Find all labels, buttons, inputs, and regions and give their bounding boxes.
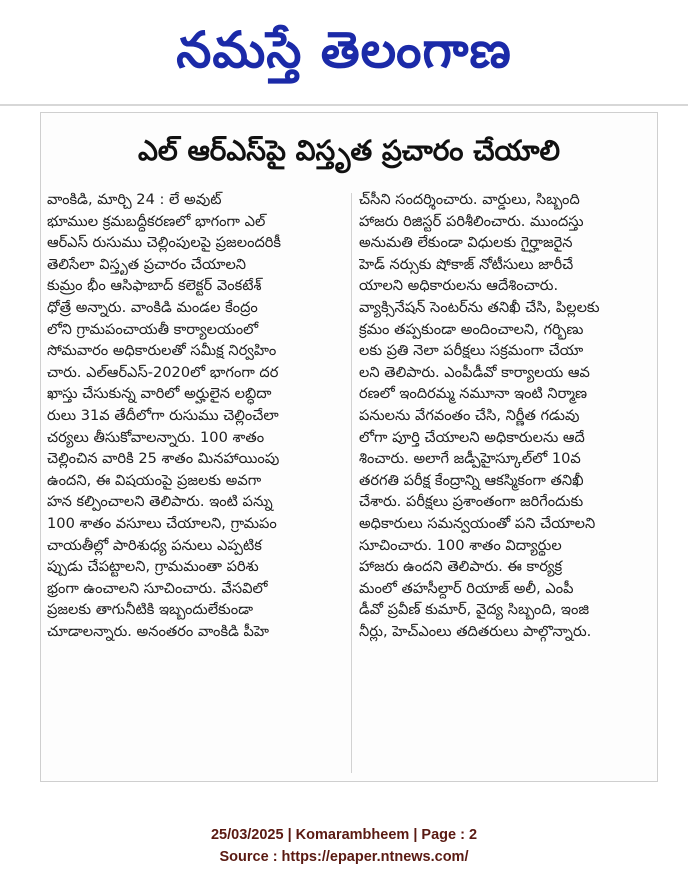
article-text-line: అనుమతి లేకుండా విధులకు గైర్హాజరైన xyxy=(359,234,573,252)
article-text-line: సోమవారం అధికారులతో సమీక్ష నిర్వహిం xyxy=(47,342,277,360)
article-text-line: మంలో తహసీల్దార్ రియాజ్ అలీ, ఎంపీ xyxy=(359,579,574,597)
article-text-line: ప్పుడు చేపట్టాలని, గ్రామమంతా పరిశు xyxy=(47,558,259,576)
article-text-line: హాజరు రిజిస్టర్ పరిశీలించారు. ముందస్తు xyxy=(359,212,584,230)
article-column-left xyxy=(47,189,343,775)
masthead-logo-text: నమస్తే తెలంగాణ xyxy=(176,21,512,79)
article-text-line: చ్‌సీని సందర్శించారు. వార్డులు, సిబ్బంది xyxy=(359,191,580,208)
article-text-line: ఖాస్తు చేసుకున్న వారిలో అర్హులైన లబ్ధిదా xyxy=(47,385,272,403)
footer-edition-info: 25/03/2025 | Komarambheem | Page : 2 xyxy=(210,827,478,843)
article-text-line: 100 శాతం వసూలు చేయాలని, గ్రామపం xyxy=(47,514,277,532)
article-text-line: హెడ్ నర్సుకు షోకాజ్ నోటీసులు జారీచే xyxy=(359,255,574,273)
article-clipping xyxy=(40,112,658,782)
article-text-line: అధికారులు సమన్వయంతో పని చేయాలని xyxy=(359,514,596,532)
article-text-line: చారు. ఎల్ఆర్ఎస్-2020లో భాగంగా దర xyxy=(47,363,279,381)
article-text-line: పనులను వేగవంతం చేసి, నిర్ణీత గడువు xyxy=(359,406,580,424)
article-text-line: వాంకిడి, మార్చి 24 : లే అవుట్ xyxy=(47,191,222,208)
article-headline xyxy=(41,121,657,181)
article-text-line: ప్రజలకు తాగునీటికి ఇబ్బందులేకుండా xyxy=(47,601,254,619)
article-text-line: హాజరు ఉందని తెలిపారు. ఈ కార్యక్ర xyxy=(359,558,563,576)
article-column-right xyxy=(359,189,655,775)
article-text-line: వ్యాక్సినేషన్ సెంటర్‌ను తనిఖీ చేసి, పిల్లలకు xyxy=(359,298,600,316)
article-text-line: సూచించారు. 100 శాతం విద్యార్థుల xyxy=(359,536,562,554)
article-text-line: లకు ప్రతి నెలా పరీక్షలు సక్రమంగా చేయా xyxy=(359,342,584,360)
article-text-line: హన కల్పించాలని తెలిపారు. ఇంటి పన్ను xyxy=(47,493,273,511)
article-text-line: చేశారు. పరీక్షలు ప్రశాంతంగా జరిగేందుకు xyxy=(359,493,584,511)
article-text-line: ఉందని, ఈ విషయంపై ప్రజలకు అవగా xyxy=(47,471,262,489)
newspaper-masthead xyxy=(0,0,688,100)
column-divider xyxy=(351,193,352,773)
masthead-divider xyxy=(0,104,688,106)
article-text-line: భ్రంగా ఉంచాలని సూచించారు. వేసవిలో xyxy=(47,579,268,597)
article-text-line: రణలో ఇందిరమ్మ నమూనా ఇంటి నిర్మాణ xyxy=(359,385,588,403)
article-text-line: చూడాలన్నారు. అనంతరం వాంకిడి పీహె xyxy=(47,622,269,640)
article-text-line: శించారు. అలాగే జడ్పీహైస్కూల్‌లో 10వ xyxy=(359,450,581,468)
article-text-line: రులు 31వ తేదీలోగా రుసుము చెల్లించేలా xyxy=(47,406,279,424)
article-text-line: చాయతీల్లో పారిశుధ్య పనులు ఎప్పటిక xyxy=(47,536,262,554)
article-text-line: తరగతి పరీక్ష కేంద్రాన్ని ఆకస్మికంగా తనిఖీ xyxy=(359,471,584,489)
headline-text: ఎల్ ఆర్ఎస్‌పై విస్తృత ప్రచారం చేయాలి xyxy=(137,134,561,167)
article-text-line: డీవో ప్రవీణ్ కుమార్, వైద్య సిబ్బంది, ఇంజి xyxy=(359,601,590,619)
article-text-line: క్రమం తప్పకుండా అందించాలని, గర్భిణు xyxy=(359,320,584,338)
article-text-line: లోగా పూర్తి చేయాలని అధికారులను ఆదే xyxy=(359,428,585,446)
article-text-line: లని తెలిపారు. ఎంపీడీవో కార్యాలయ ఆవ xyxy=(359,363,590,381)
article-text-line: చర్యలు తీసుకోవాలన్నారు. 100 శాతం xyxy=(47,428,265,446)
footer-source-link[interactable]: Source : https://epaper.ntnews.com/ xyxy=(219,849,469,865)
article-text-line: ధోత్రే అన్నారు. వాంకిడి మండల కేంద్రం xyxy=(47,298,258,316)
article-text-line: భూముల క్రమబద్ధీకరణలో భాగంగా ఎల్ xyxy=(47,212,266,230)
article-text-line: తెలిసేలా విస్తృత ప్రచారం చేయాలని xyxy=(47,255,247,273)
article-text-line: నీర్లు, హెచ్‌ఎంలు తదితరులు పాల్గొన్నారు. xyxy=(359,622,592,640)
article-text-line: యాలని అధికారులను ఆదేశించారు. xyxy=(359,277,559,295)
article-text-line: లోని గ్రామపంచాయతీ కార్యాలయంలో xyxy=(47,320,259,338)
article-text-line: కుమ్రం భీం ఆసిఫాబాద్ కలెక్టర్ వెంకటేశ్ xyxy=(47,277,262,295)
article-text-line: చెల్లించిన వారికి 25 శాతం మినహాయింపు xyxy=(47,450,280,468)
article-text-line: ఆర్ఎస్ రుసుము చెల్లింపులపై ప్రజలందరికీ xyxy=(47,234,282,252)
